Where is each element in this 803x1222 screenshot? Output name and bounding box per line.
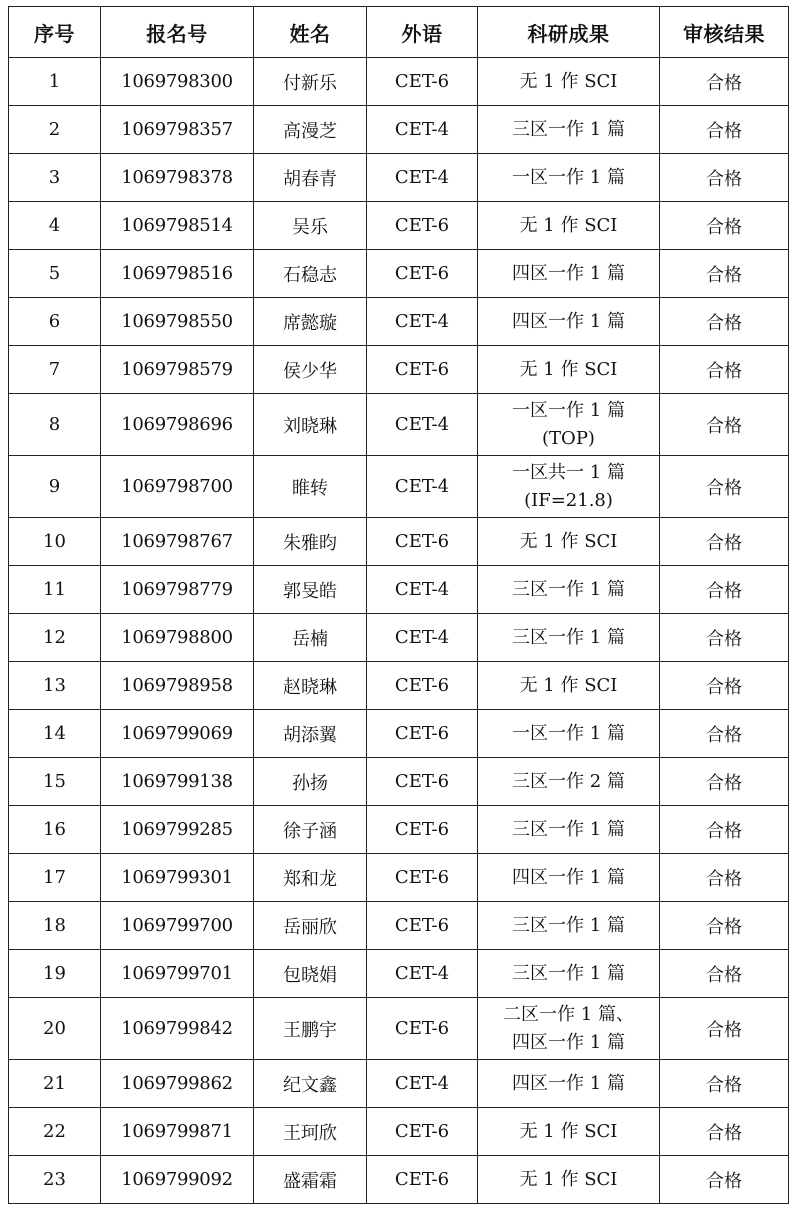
table-row [9, 298, 789, 346]
table-row [9, 456, 789, 518]
cell-reg-no: 1069798958 [101, 662, 254, 710]
cell-research: 三区一作 1 篇 [478, 614, 660, 662]
cell-reg-no: 1069798579 [101, 346, 254, 394]
cell-reg-no: 1069799138 [101, 758, 254, 806]
cell-research: 三区一作 1 篇 [478, 566, 660, 614]
cell-reg-no: 1069798696 [101, 394, 254, 456]
cell-review: 合格 [660, 250, 789, 298]
cell-review: 合格 [660, 202, 789, 250]
table-row [9, 566, 789, 614]
cell-name: 岳丽欣 [254, 902, 367, 950]
cell-research: 无 1 作 SCI [478, 58, 660, 106]
cell-language: CET-6 [367, 250, 478, 298]
cell-seq: 1 [9, 58, 101, 106]
cell-research: 四区一作 1 篇 [478, 854, 660, 902]
cell-language: CET-4 [367, 950, 478, 998]
cell-review: 合格 [660, 518, 789, 566]
cell-research: 三区一作 1 篇 [478, 950, 660, 998]
cell-seq: 16 [9, 806, 101, 854]
cell-name: 朱雅昀 [254, 518, 367, 566]
cell-research: 三区一作 1 篇 [478, 902, 660, 950]
cell-name: 郭旻皓 [254, 566, 367, 614]
cell-language: CET-4 [367, 1060, 478, 1108]
cell-reg-no: 1069799069 [101, 710, 254, 758]
cell-seq: 22 [9, 1108, 101, 1156]
cell-reg-no: 1069798357 [101, 106, 254, 154]
cell-name: 付新乐 [254, 58, 367, 106]
cell-name: 王鹏宇 [254, 998, 367, 1060]
cell-name: 石稳志 [254, 250, 367, 298]
cell-seq: 5 [9, 250, 101, 298]
cell-review: 合格 [660, 998, 789, 1060]
cell-reg-no: 1069799301 [101, 854, 254, 902]
cell-seq: 14 [9, 710, 101, 758]
cell-name: 侯少华 [254, 346, 367, 394]
cell-language: CET-4 [367, 106, 478, 154]
cell-seq: 9 [9, 456, 101, 518]
cell-name: 刘晓琳 [254, 394, 367, 456]
cell-research: 无 1 作 SCI [478, 1108, 660, 1156]
cell-name: 岳楠 [254, 614, 367, 662]
table-row [9, 950, 789, 998]
table-row [9, 1156, 789, 1204]
cell-review: 合格 [660, 902, 789, 950]
header-language: 外语 [367, 7, 478, 58]
cell-review: 合格 [660, 1060, 789, 1108]
cell-language: CET-6 [367, 1156, 478, 1204]
cell-reg-no: 1069798516 [101, 250, 254, 298]
table-row [9, 806, 789, 854]
header-review: 审核结果 [660, 7, 789, 58]
cell-research: 二区一作 1 篇、 四区一作 1 篇 [478, 998, 660, 1060]
cell-seq: 8 [9, 394, 101, 456]
cell-language: CET-6 [367, 710, 478, 758]
cell-seq: 17 [9, 854, 101, 902]
cell-research: 三区一作 2 篇 [478, 758, 660, 806]
cell-research: 无 1 作 SCI [478, 1156, 660, 1204]
cell-research: 无 1 作 SCI [478, 662, 660, 710]
table-row [9, 346, 789, 394]
cell-seq: 13 [9, 662, 101, 710]
cell-review: 合格 [660, 394, 789, 456]
cell-language: CET-4 [367, 566, 478, 614]
cell-research: 四区一作 1 篇 [478, 1060, 660, 1108]
cell-review: 合格 [660, 1156, 789, 1204]
table-row [9, 1108, 789, 1156]
cell-review: 合格 [660, 950, 789, 998]
header-name: 姓名 [254, 7, 367, 58]
cell-language: CET-6 [367, 662, 478, 710]
cell-reg-no: 1069798700 [101, 456, 254, 518]
cell-name: 包晓娟 [254, 950, 367, 998]
table-row [9, 518, 789, 566]
cell-review: 合格 [660, 566, 789, 614]
cell-language: CET-6 [367, 58, 478, 106]
cell-reg-no: 1069799701 [101, 950, 254, 998]
cell-seq: 10 [9, 518, 101, 566]
cell-review: 合格 [660, 298, 789, 346]
cell-language: CET-6 [367, 202, 478, 250]
table-row [9, 1060, 789, 1108]
cell-review: 合格 [660, 614, 789, 662]
cell-reg-no: 1069798800 [101, 614, 254, 662]
cell-name: 胡添翼 [254, 710, 367, 758]
cell-review: 合格 [660, 456, 789, 518]
review-results-table [8, 6, 789, 1204]
cell-research: 三区一作 1 篇 [478, 806, 660, 854]
table-row [9, 902, 789, 950]
cell-review: 合格 [660, 154, 789, 202]
table-row [9, 998, 789, 1060]
cell-review: 合格 [660, 58, 789, 106]
cell-name: 盛霜霜 [254, 1156, 367, 1204]
table-row [9, 250, 789, 298]
cell-reg-no: 1069799871 [101, 1108, 254, 1156]
cell-language: CET-6 [367, 518, 478, 566]
cell-language: CET-6 [367, 806, 478, 854]
cell-reg-no: 1069799285 [101, 806, 254, 854]
cell-name: 赵晓琳 [254, 662, 367, 710]
cell-review: 合格 [660, 346, 789, 394]
cell-seq: 11 [9, 566, 101, 614]
table-row [9, 58, 789, 106]
cell-language: CET-6 [367, 1108, 478, 1156]
cell-reg-no: 1069798378 [101, 154, 254, 202]
cell-reg-no: 1069798767 [101, 518, 254, 566]
header-seq: 序号 [9, 7, 101, 58]
cell-seq: 7 [9, 346, 101, 394]
cell-name: 胡春青 [254, 154, 367, 202]
cell-reg-no: 1069798550 [101, 298, 254, 346]
cell-language: CET-6 [367, 346, 478, 394]
cell-research: 四区一作 1 篇 [478, 298, 660, 346]
cell-research: 一区一作 1 篇 [478, 710, 660, 758]
cell-research: 三区一作 1 篇 [478, 106, 660, 154]
cell-review: 合格 [660, 710, 789, 758]
cell-language: CET-4 [367, 456, 478, 518]
table-body [9, 58, 789, 1204]
cell-name: 王珂欣 [254, 1108, 367, 1156]
cell-language: CET-6 [367, 902, 478, 950]
cell-name: 孙扬 [254, 758, 367, 806]
cell-review: 合格 [660, 854, 789, 902]
cell-language: CET-4 [367, 298, 478, 346]
cell-seq: 23 [9, 1156, 101, 1204]
cell-research: 一区共一 1 篇 (IF=21.8) [478, 456, 660, 518]
cell-review: 合格 [660, 758, 789, 806]
cell-review: 合格 [660, 662, 789, 710]
cell-research: 一区一作 1 篇 (TOP) [478, 394, 660, 456]
table-row [9, 710, 789, 758]
cell-seq: 4 [9, 202, 101, 250]
header-reg-no: 报名号 [101, 7, 254, 58]
cell-research: 无 1 作 SCI [478, 346, 660, 394]
cell-name: 吴乐 [254, 202, 367, 250]
cell-reg-no: 1069798300 [101, 58, 254, 106]
cell-name: 徐子涵 [254, 806, 367, 854]
cell-seq: 19 [9, 950, 101, 998]
cell-seq: 2 [9, 106, 101, 154]
cell-reg-no: 1069799092 [101, 1156, 254, 1204]
cell-name: 纪文鑫 [254, 1060, 367, 1108]
cell-research: 无 1 作 SCI [478, 202, 660, 250]
cell-reg-no: 1069798514 [101, 202, 254, 250]
cell-name: 席懿璇 [254, 298, 367, 346]
cell-reg-no: 1069799842 [101, 998, 254, 1060]
table-row [9, 758, 789, 806]
cell-seq: 3 [9, 154, 101, 202]
cell-language: CET-6 [367, 854, 478, 902]
cell-seq: 15 [9, 758, 101, 806]
cell-research: 一区一作 1 篇 [478, 154, 660, 202]
cell-reg-no: 1069799862 [101, 1060, 254, 1108]
cell-seq: 18 [9, 902, 101, 950]
cell-seq: 6 [9, 298, 101, 346]
table-row [9, 394, 789, 456]
cell-review: 合格 [660, 806, 789, 854]
cell-research: 四区一作 1 篇 [478, 250, 660, 298]
cell-language: CET-6 [367, 758, 478, 806]
table-header-row [9, 7, 789, 58]
cell-seq: 21 [9, 1060, 101, 1108]
table-row [9, 614, 789, 662]
table-row [9, 854, 789, 902]
table-row [9, 106, 789, 154]
cell-name: 郑和龙 [254, 854, 367, 902]
cell-review: 合格 [660, 106, 789, 154]
cell-reg-no: 1069799700 [101, 902, 254, 950]
cell-name: 睢转 [254, 456, 367, 518]
cell-reg-no: 1069798779 [101, 566, 254, 614]
cell-review: 合格 [660, 1108, 789, 1156]
cell-research: 无 1 作 SCI [478, 518, 660, 566]
cell-seq: 12 [9, 614, 101, 662]
cell-language: CET-4 [367, 394, 478, 456]
cell-language: CET-4 [367, 614, 478, 662]
cell-name: 高漫芝 [254, 106, 367, 154]
cell-language: CET-4 [367, 154, 478, 202]
table-row [9, 202, 789, 250]
table-row [9, 662, 789, 710]
table-row [9, 154, 789, 202]
header-research: 科研成果 [478, 7, 660, 58]
cell-language: CET-6 [367, 998, 478, 1060]
cell-seq: 20 [9, 998, 101, 1060]
